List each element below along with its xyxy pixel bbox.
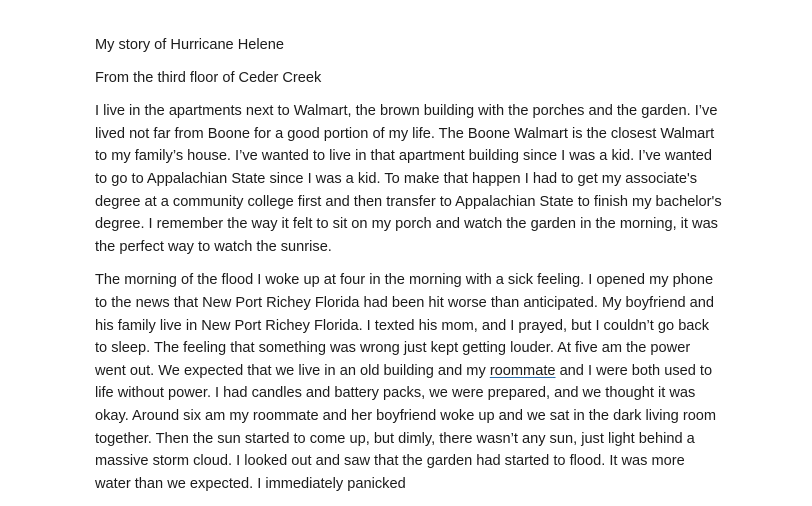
document-body xyxy=(95,34,723,506)
document-subtitle: From the third floor of Ceder Creek xyxy=(95,69,322,86)
paragraph-2 xyxy=(95,269,723,495)
document-title: My story of Hurricane Helene xyxy=(95,37,284,53)
paragraph-2-text-start: The morning of the flood I woke up at four in the morning with a sick feeling. I opened my phone to the news that New Port Richey Florida had been hit worse than anticipated. My boyfriend and his family live in New Port Richey Florida. I texted his mom, and I prayed, but I couldn’t go back to sleep. The feeling that something was wrong just kept getting louder. At five am the power went out. We expected that we live in an old building and my xyxy=(95,272,714,379)
paragraph-2-text-end: and I were both used to life without power. I had candles and battery packs, we were prepared, and we thought it was okay. Around six am my roommate and her boyfriend woke up and we sat in the dark living room together. Then the sun started to come up, but dimly, there wasn’t any sun, just light behind a massive storm cloud. I looked out and saw that the garden had started to flood. It was more water than we expected. I immediately panicked xyxy=(95,362,717,492)
paragraph-1: I live in the apartments next to Walmart, the brown building with the porches and the garden. I’ve lived not far from Boone for a good portion of my life. The Boone Walmart is the closest Walmart to my family’s house. I’ve wanted to live in that apartment building since I was a kid. I’ve wanted to go to Appalachian State since I was a kid. To make that happen I had to get my associate's degree at a community college first and then transfer to Appalachian State to finish my bachelor's degree. I remember the way it felt to sit on my porch and watch the garden in the morning, it was the perfect way to watch the sunrise. xyxy=(95,103,722,255)
roommate-link[interactable]: roommate xyxy=(489,362,556,379)
